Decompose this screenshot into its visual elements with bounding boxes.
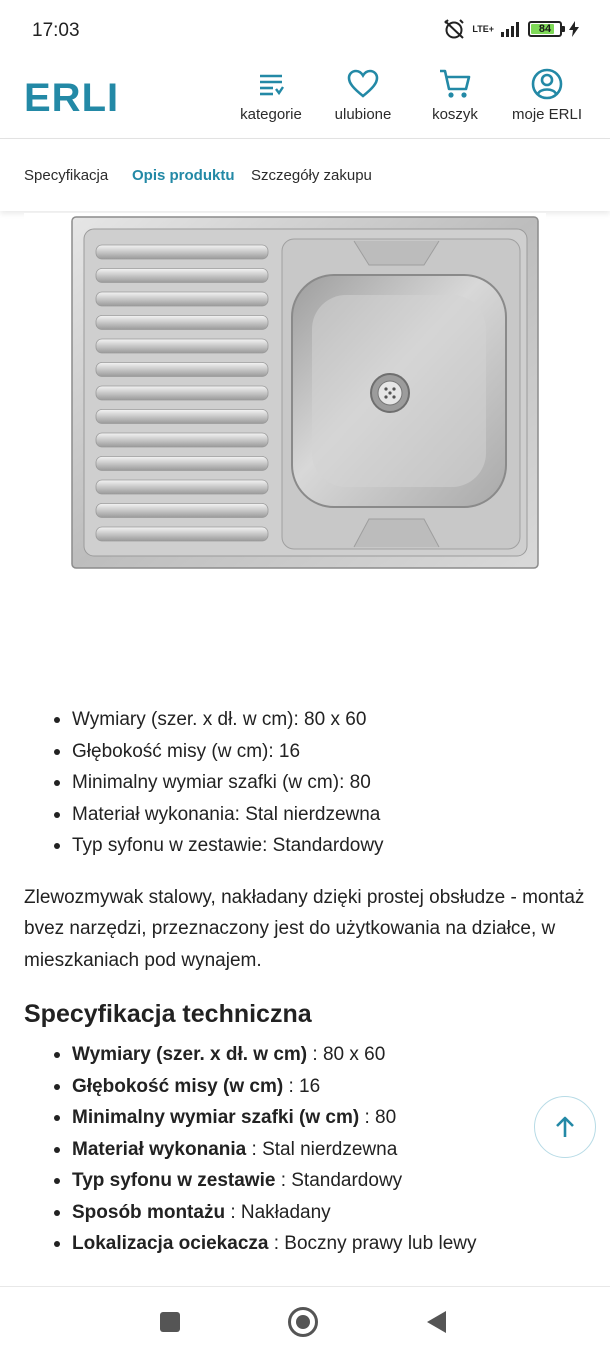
- spec-value: : 16: [283, 1075, 321, 1097]
- spec-key: Materiał wykonania: [72, 1138, 247, 1160]
- drainer-rib: [96, 527, 268, 541]
- nav-ulubione-button[interactable]: [318, 66, 408, 123]
- list-icon: [256, 69, 286, 99]
- nav-kategorie-button[interactable]: [226, 66, 316, 123]
- spec-value: : Boczny prawy lub lewy: [268, 1233, 477, 1254]
- drainer-rib: [96, 504, 268, 518]
- spec-item: [48, 1039, 586, 1071]
- status-bar: [0, 0, 610, 62]
- drainer-rib: [96, 363, 268, 377]
- nav-moje-erli-label: moje ERLI: [511, 106, 583, 123]
- drainer-rib: [96, 316, 268, 330]
- scroll-to-top-button[interactable]: [534, 1096, 596, 1158]
- feature-list: [48, 704, 586, 862]
- arrow-up-icon: [554, 1115, 576, 1139]
- sink-illustration: [24, 213, 546, 673]
- recents-button[interactable]: [154, 1306, 186, 1338]
- nav-koszyk-label: koszyk: [432, 106, 478, 123]
- product-description: [24, 704, 586, 1260]
- product-tabs: [0, 139, 610, 211]
- spec-value: : 80 x 60: [307, 1044, 386, 1065]
- spec-key: Lokalizacja ociekacza: [72, 1233, 269, 1254]
- tab-opis-produktu[interactable]: Opis produktu: [132, 167, 235, 184]
- spec-key: Typ syfonu w zestawie: [72, 1170, 276, 1191]
- erli-logo[interactable]: ERLI: [24, 76, 120, 120]
- spec-item: [48, 1134, 586, 1166]
- system-nav-bar: [0, 1286, 610, 1356]
- cart-icon: [438, 68, 472, 100]
- battery-icon: [528, 21, 562, 37]
- spec-value: : Stal nierdzewna: [246, 1138, 398, 1160]
- drainer-rib: [96, 433, 268, 447]
- tab-specyfikacja[interactable]: Specyfikacja: [24, 167, 109, 184]
- spec-key: Sposób montażu: [72, 1201, 226, 1223]
- spec-value: : 80: [359, 1107, 397, 1128]
- square-icon: [159, 1311, 181, 1333]
- spec-key: Głębokość misy (w cm): [72, 1075, 284, 1097]
- spec-key: Minimalny wymiar szafki (w cm): [72, 1107, 360, 1128]
- drainer-rib: [96, 480, 268, 494]
- drainer-rib: [96, 386, 268, 400]
- spec-item: [48, 1197, 586, 1229]
- drainer-rib: [96, 410, 268, 424]
- status-icons: [442, 18, 580, 40]
- spec-item: [48, 1071, 586, 1103]
- home-circle-icon: [287, 1306, 319, 1338]
- list-item: Wymiary (szer. x dł. w cm): 80 x 60: [48, 704, 586, 736]
- spec-list: [48, 1039, 586, 1260]
- nav-kategorie-label: kategorie: [240, 106, 302, 123]
- battery-level: 84: [538, 23, 552, 35]
- home-button[interactable]: [287, 1306, 319, 1338]
- spec-heading: Specyfikacja techniczna: [24, 1000, 312, 1028]
- spec-item: [48, 1165, 586, 1197]
- list-item: Typ syfonu w zestawie: Standardowy: [48, 830, 586, 862]
- spec-key: Wymiary (szer. x dł. w cm): [72, 1044, 308, 1065]
- back-triangle-icon: [424, 1309, 448, 1335]
- nav-moje-erli-button[interactable]: [502, 66, 592, 123]
- nav-koszyk-button[interactable]: [410, 66, 500, 123]
- list-item: Minimalny wymiar szafki (w cm): 80: [48, 767, 586, 799]
- nav-ulubione-label: ulubione: [334, 106, 392, 123]
- spec-item: [48, 1102, 586, 1134]
- app-header: [0, 62, 610, 138]
- list-item: Materiał wykonania: Stal nierdzewna: [48, 799, 586, 831]
- status-time: 17:03: [32, 20, 80, 41]
- alarm-off-icon: [442, 18, 466, 40]
- tab-szczegoly-zakupu[interactable]: Szczegóły zakupu: [251, 167, 372, 184]
- product-image: [24, 213, 546, 673]
- back-button[interactable]: [420, 1306, 452, 1338]
- drainer-rib: [96, 457, 268, 471]
- drainer-rib: [96, 339, 268, 353]
- description-paragraph: Zlewozmywak stalowy, nakładany dzięki prostej obsłudze - montaż bvez narzędzi, przeznaczony jest do użytkowania na działce, w mieszkaniach pod wynajem.: [24, 886, 585, 971]
- spec-item: [48, 1228, 586, 1260]
- drainer-rib: [96, 292, 268, 306]
- account-icon: [530, 67, 564, 101]
- heart-icon: [347, 69, 379, 99]
- spec-value: : Standardowy: [275, 1170, 403, 1191]
- drainer-rib: [96, 269, 268, 283]
- drainer-rib: [96, 245, 268, 259]
- spec-value: : Nakładany: [225, 1201, 331, 1223]
- signal-icon: [500, 21, 522, 37]
- list-item: Głębokość misy (w cm): 16: [48, 736, 586, 768]
- charging-icon: [568, 21, 580, 37]
- network-type: LTE+: [472, 23, 494, 34]
